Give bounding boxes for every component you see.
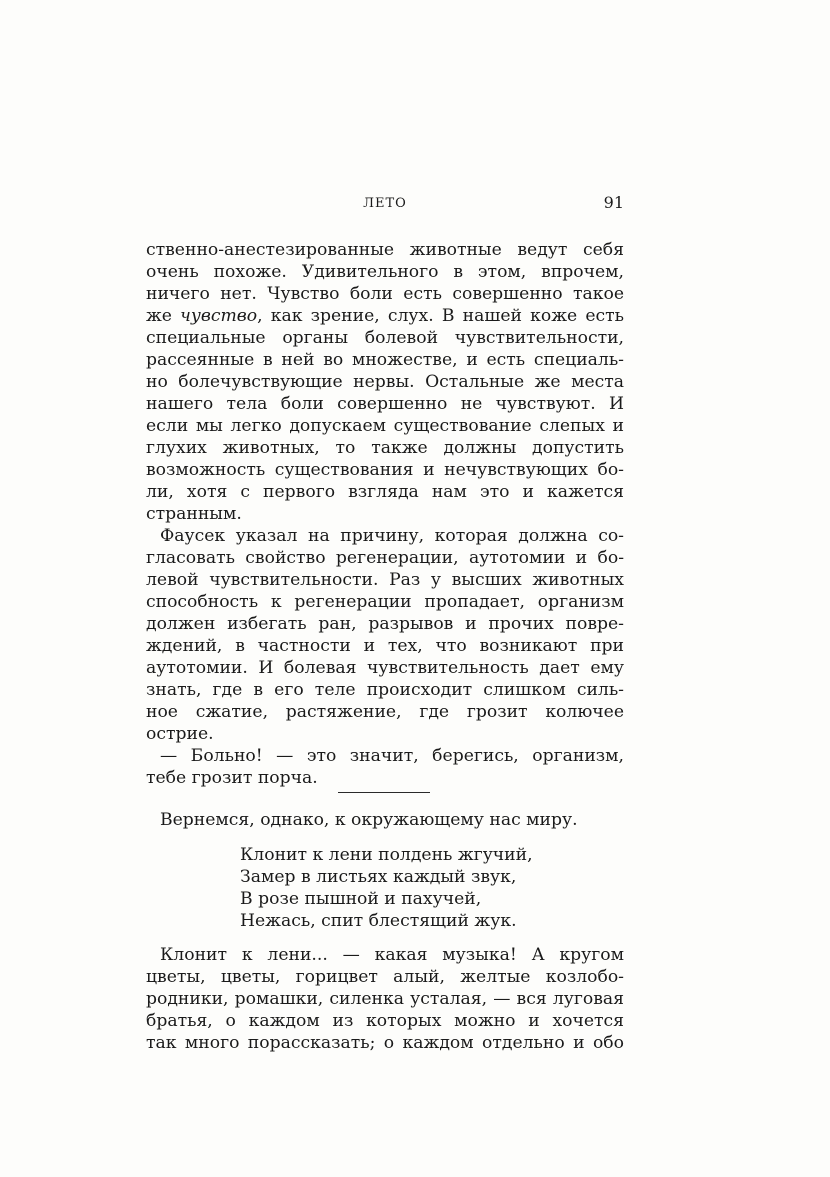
text-line: ли, хотя с первого взгляда нам это и кажется	[146, 482, 624, 502]
section-divider	[338, 792, 430, 793]
text-line	[146, 305, 624, 327]
text-fragment: же	[146, 306, 181, 326]
text-line: цветы, цветы, горицвет алый, желтые козлобо-	[146, 967, 624, 987]
text-line: ное сжатие, растяжение, где грозит колючее	[146, 702, 624, 722]
verse-line: Клонит к лени полдень жгучий,	[240, 845, 533, 865]
verse-line: Нежась, спит блестящий жук.	[240, 911, 517, 931]
text-line: рассеянные в ней во множестве, и есть специаль-	[146, 350, 624, 370]
text-line: если мы легко допускаем существование слепых и	[146, 416, 624, 436]
text-line: должен избегать ран, разрывов и прочих повре-	[146, 614, 624, 634]
text-line: Вернемся, однако, к окружающему нас миру.	[160, 810, 578, 830]
text-line: странным.	[146, 504, 242, 524]
text-line: ничего нет. Чувство боли есть совершенно такое	[146, 284, 624, 304]
running-head	[146, 193, 624, 215]
text-line: тебе грозит порча.	[146, 768, 318, 788]
text-line: родники, ромашки, силенка усталая, — вся луговая	[146, 989, 624, 1009]
text-line: Фаусек указал на причину, которая должна со-	[160, 526, 624, 546]
text-line: левой чувствительности. Раз у высших животных	[146, 570, 624, 590]
verse-line: В розе пышной и пахучей,	[240, 889, 482, 909]
text-fragment: , как зрение, слух. В нашей коже есть	[257, 306, 624, 326]
text-line: возможность существования и нечувствующих бо-	[146, 460, 624, 480]
text-line: аутотомии. И болевая чувствительность дает ему	[146, 658, 624, 678]
text-line: специальные органы болевой чувствительности,	[146, 328, 624, 348]
text-line: ждений, в частности и тех, что возникают при	[146, 636, 624, 656]
text-line: глухих животных, то также должны допустить	[146, 438, 624, 458]
text-line: так много порассказать; о каждом отдельно и обо	[146, 1033, 624, 1053]
text-line: способность к регенерации пропадает, организм	[146, 592, 624, 612]
running-title: ЛЕТО	[363, 196, 407, 211]
text-line: — Больно! — это значит, берегись, организм,	[160, 746, 624, 766]
text-line: братья, о каждом из которых можно и хочется	[146, 1011, 624, 1031]
text-line: но болечувствующие нервы. Остальные же места	[146, 372, 624, 392]
text-line: знать, где в его теле происходит слишком силь-	[146, 680, 624, 700]
italic-word: чувство	[180, 306, 258, 326]
text-line: гласовать свойство регенерации, аутотомии и бо-	[146, 548, 624, 568]
text-line: нашего тела боли совершенно не чувствуют. И	[146, 394, 624, 414]
text-line: очень похоже. Удивительного в этом, впрочем,	[146, 262, 624, 282]
text-line: острие.	[146, 724, 214, 744]
verse-line: Замер в листьях каждый звук,	[240, 867, 517, 887]
text-line: ственно-анестезированные животные ведут себя	[146, 240, 624, 260]
page-number: 91	[603, 193, 624, 212]
text-line: Клонит к лени... — какая музыка! А кругом	[160, 945, 624, 965]
